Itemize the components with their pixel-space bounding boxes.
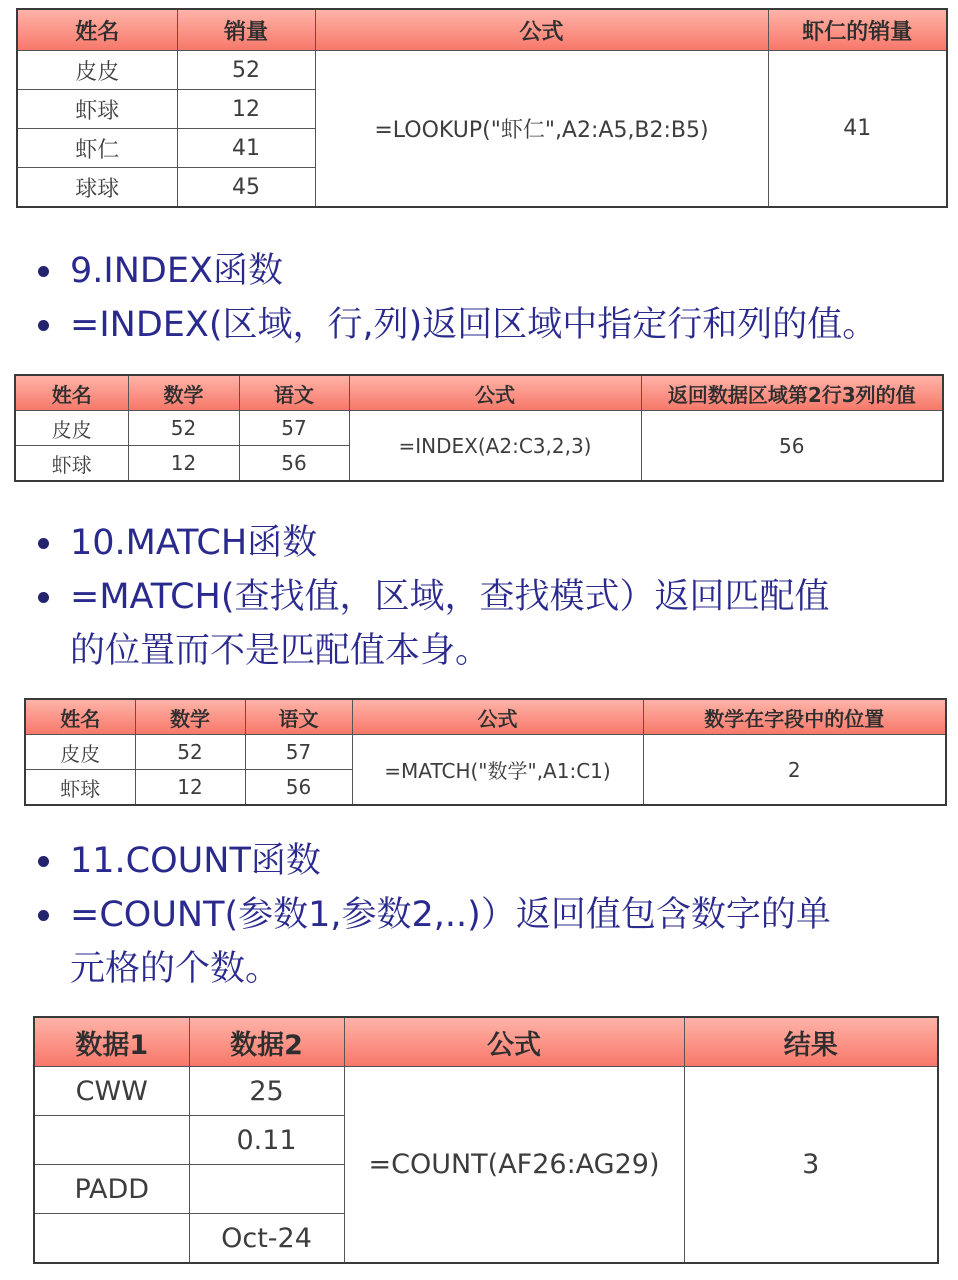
- math-cell: 52: [135, 735, 245, 770]
- data1-cell: [34, 1116, 189, 1165]
- table-row: [25, 735, 946, 770]
- header-cell: 公式: [352, 699, 643, 735]
- bullet-continuation: [0, 624, 958, 678]
- header-row: [34, 1017, 938, 1067]
- data2-cell: 25: [189, 1067, 344, 1116]
- header-cell: 返回数据区域第2行3列的值: [641, 375, 943, 411]
- name-cell: 虾仁: [17, 129, 177, 168]
- bullet-item: [0, 298, 958, 352]
- section-title: 10.MATCH函数: [70, 523, 318, 563]
- header-cell: 语文: [245, 699, 352, 735]
- data1-cell: PADD: [34, 1165, 189, 1214]
- lookup-table: [16, 8, 948, 208]
- section-description: =MATCH(查找值，区域，查找模式）返回匹配值: [70, 577, 830, 617]
- chinese-cell: 57: [245, 735, 352, 770]
- count-table: [33, 1016, 939, 1264]
- name-cell: 虾球: [25, 770, 135, 806]
- name-cell: 虾球: [15, 446, 128, 482]
- section-description: =INDEX(区域，行,列)返回区域中指定行和列的值。: [70, 305, 878, 345]
- header-cell: 数学在字段中的位置: [643, 699, 946, 735]
- header-cell: 姓名: [25, 699, 135, 735]
- data2-cell: [189, 1165, 344, 1214]
- header-cell: 姓名: [15, 375, 128, 411]
- header-row: [25, 699, 946, 735]
- bullet-dot-icon: [38, 266, 49, 277]
- header-cell: 销量: [177, 9, 315, 51]
- sales-cell: 41: [177, 129, 315, 168]
- sales-cell: 52: [177, 51, 315, 90]
- bullet-dot-icon: [38, 538, 49, 549]
- result-cell: 41: [768, 51, 947, 208]
- result-cell: 3: [684, 1067, 938, 1264]
- count-section: [0, 834, 958, 996]
- index-table: [14, 374, 944, 482]
- bullet-item: [0, 516, 958, 570]
- match-table: [24, 698, 947, 806]
- formula-cell: =COUNT(AF26:AG29): [344, 1067, 684, 1264]
- chinese-cell: 56: [245, 770, 352, 806]
- table-row: [15, 411, 943, 446]
- header-cell: 数学: [135, 699, 245, 735]
- chinese-cell: 56: [239, 446, 349, 482]
- data1-cell: [34, 1214, 189, 1264]
- header-cell: 公式: [315, 9, 768, 51]
- match-section: [0, 516, 958, 678]
- header-cell: 公式: [344, 1017, 684, 1067]
- data2-cell: 0.11: [189, 1116, 344, 1165]
- header-cell: 姓名: [17, 9, 177, 51]
- header-cell: 虾仁的销量: [768, 9, 947, 51]
- table-row: [17, 51, 947, 90]
- section-description: =COUNT(参数1,参数2,..)）返回值包含数字的单: [70, 895, 831, 935]
- math-cell: 12: [128, 446, 239, 482]
- bullet-item: [0, 834, 958, 888]
- formula-cell: =INDEX(A2:C3,2,3): [349, 411, 641, 482]
- name-cell: 皮皮: [17, 51, 177, 90]
- result-cell: 2: [643, 735, 946, 806]
- sales-cell: 12: [177, 90, 315, 129]
- formula-cell: =LOOKUP("虾仁",A2:A5,B2:B5): [315, 51, 768, 208]
- name-cell: 皮皮: [25, 735, 135, 770]
- index-section: [0, 244, 958, 352]
- bullet-item: [0, 888, 958, 942]
- bullet-dot-icon: [38, 856, 49, 867]
- header-cell: 语文: [239, 375, 349, 411]
- header-cell: 数据2: [189, 1017, 344, 1067]
- section-title: 11.COUNT函数: [70, 841, 321, 881]
- chinese-cell: 57: [239, 411, 349, 446]
- name-cell: 虾球: [17, 90, 177, 129]
- result-cell: 56: [641, 411, 943, 482]
- bullet-dot-icon: [38, 592, 49, 603]
- name-cell: 皮皮: [15, 411, 128, 446]
- name-cell: 球球: [17, 168, 177, 208]
- header-cell: 结果: [684, 1017, 938, 1067]
- table-row: [34, 1067, 938, 1116]
- data2-cell: Oct-24: [189, 1214, 344, 1264]
- header-cell: 数据1: [34, 1017, 189, 1067]
- formula-cell: =MATCH("数学",A1:C1): [352, 735, 643, 806]
- bullet-item: [0, 570, 958, 624]
- math-cell: 52: [128, 411, 239, 446]
- section-description-cont: 元格的个数。: [70, 949, 281, 989]
- bullet-continuation: [0, 942, 958, 996]
- section-title: 9.INDEX函数: [70, 251, 283, 291]
- bullet-item: [0, 244, 958, 298]
- header-row: [17, 9, 947, 51]
- section-description-cont: 的位置而不是匹配值本身。: [70, 631, 491, 671]
- header-cell: 数学: [128, 375, 239, 411]
- sales-cell: 45: [177, 168, 315, 208]
- bullet-dot-icon: [38, 320, 49, 331]
- header-row: [15, 375, 943, 411]
- math-cell: 12: [135, 770, 245, 806]
- bullet-dot-icon: [38, 910, 49, 921]
- header-cell: 公式: [349, 375, 641, 411]
- data1-cell: CWW: [34, 1067, 189, 1116]
